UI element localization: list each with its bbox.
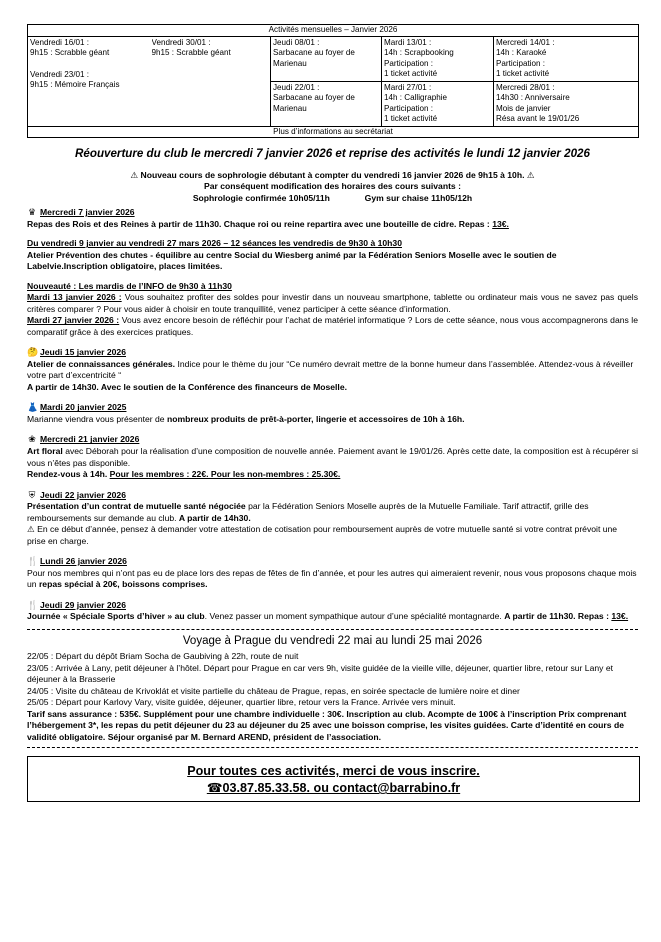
contact-line xyxy=(28,780,639,797)
event-title: Jeudi 22 janvier 2026 xyxy=(40,489,126,500)
flower-icon: ❀ xyxy=(28,434,36,445)
event-title: Nouveauté : Les mardis de l’INFO de 9h30 à 11h30 xyxy=(27,280,232,291)
event-text: Marianne viendra vous présenter de xyxy=(27,413,167,424)
event-title: Lundi 26 janvier 2026 xyxy=(40,556,127,567)
event-jeudi-15 xyxy=(27,346,638,393)
event-text-2: Indice pour le thème du jour “Ce numéro devrait mettre de la bonne humeur dans l’assemblée. Attendez-vous à réveiller votre part d’excentricité “ xyxy=(27,358,634,381)
reouverture-headline: Réouverture du club le mercredi 7 janvier 2026 et reprise des activités le lundi 12 janvier 2026 xyxy=(75,147,590,161)
sophro-line-1: Nouveau cours de sophrologie débutant à compter du vendredi 16 janvier 2026 de 9h15 à 10h. xyxy=(140,169,525,180)
event-mardi-20 xyxy=(27,401,638,425)
event-text-2: par la Fédération Seniors Moselle auprès de la Mutuelle Familiale. Tarif attractif, grille des remboursements sur demande au club. xyxy=(27,501,589,523)
event-text-3: A partir de 11h30. Repas : xyxy=(504,611,612,622)
calendar-cell-jeudi-22: Jeudi 22/01 : Sarbacane au foyer de Marienau xyxy=(271,81,382,126)
sophrologie-notice xyxy=(27,170,638,182)
event-text: Présentation d’un contrat de mutuelle santé négociée xyxy=(27,501,246,512)
cutlery-icon: 🍴 xyxy=(27,599,39,610)
event-price: 13€. xyxy=(492,218,509,229)
event-title: Mardi 20 janvier 2025 xyxy=(40,402,127,413)
event-title: Jeudi 29 janvier 2026 xyxy=(40,599,126,610)
sophro-confirmee: Sophrologie confirmée 10h05/11h xyxy=(192,192,330,203)
voyage-line: 25/05 : Départ pour Karlovy Vary, visite guidée, déjeuner, quartier libre, retour vers la France. Arrivée vers minuit. xyxy=(27,697,456,708)
monthly-calendar xyxy=(27,24,639,138)
event-text: Atelier de connaissances générales. xyxy=(27,358,176,369)
event-price: 13€. xyxy=(611,611,629,622)
calendar-title: Activités mensuelles – Janvier 2026 xyxy=(28,25,639,37)
event-mercredi-7 xyxy=(27,206,638,230)
warning-icon: ⚠ xyxy=(130,169,139,180)
event-title: Jeudi 15 janvier 2026 xyxy=(40,347,126,358)
calendar-cell-mardi-13: Mardi 13/01 : 14h : Scrapbooking Participation : 1 ticket activité xyxy=(382,36,494,81)
event-text-2: nombreux produits de prêt-à-porter, lingerie et accessoires de 10h à 16h. xyxy=(166,413,465,424)
event-jeudi-29 xyxy=(27,599,638,623)
gym-chaise: Gym sur chaise 11h05/12h xyxy=(364,192,473,203)
event-text: Repas des Rois et des Reines à partir de 11h30. Chaque roi ou reine repartira avec une bouteille de cidre. Repas : xyxy=(27,218,493,229)
signup-box xyxy=(27,756,640,802)
event-title: Mercredi 7 janvier 2026 xyxy=(40,207,135,218)
calendar-footer: Plus d’informations au secrétariat xyxy=(28,126,639,138)
signup-text: Pour toutes ces activités, merci de vous inscrire. xyxy=(187,764,480,779)
voyage-section xyxy=(27,634,638,744)
event-text: Journée « Spéciale Sports d’hiver » au club xyxy=(27,611,205,622)
sophro-line-2: Par conséquent modification des horaires des cours suivants : xyxy=(204,181,461,192)
calendar-cell-mercredi-14: Mercredi 14/01 : 14h : Karaoké Participation : 1 ticket activité xyxy=(494,36,639,81)
cutlery-icon: 🍴 xyxy=(27,556,39,567)
calendar-cell-mardi-27: Mardi 27/01 : 14h : Calligraphie Participation : 1 ticket activité xyxy=(382,81,494,126)
event-date: Mardi 13 janvier 2026 : xyxy=(27,292,122,303)
shield-icon: ⛨ xyxy=(28,489,36,500)
event-text-2: Inscription obligatoire, places limitées. xyxy=(63,261,223,272)
event-text-3: A partir de 14h30. Avec le soutien de la Conférence des financeurs de Moselle. xyxy=(27,381,347,392)
event-text-2: repas spécial à 20€, boissons comprises. xyxy=(38,579,208,590)
event-text-4: En ce début d’année, pensez à demander votre attestation de cotisation pour remboursement auprès de votre mutuelle santé si votre contrat prévoit une prise en charge. xyxy=(27,524,618,546)
event-price: Pour les membres : 22€. Pour les non-membres : 25.30€. xyxy=(109,469,341,480)
thinking-face-icon: 🤔 xyxy=(27,347,39,358)
event-text: Vous avez encore besoin de réfléchir pour l’achat de matériel informatique ? Lors de cette séance, nous vous accompagnerons dans le comparatif grâce à des exercices pratiques. xyxy=(27,315,638,337)
dress-icon: 👗 xyxy=(27,402,39,413)
event-text-3: Rendez-vous à 14h. xyxy=(27,469,110,480)
voyage-line: 24/05 : Visite du château de Krivoklát et visite partielle du château de Prague, repas, en soirée spectacle de lumière noire et diner xyxy=(27,685,520,696)
voyage-tarif: Tarif sans assurance : 535€. Supplément pour une chambre individuelle : 30€. Inscription au club. Acompte de 100€ à l’inscription Prix comprenant l’hébergement 3*, les repas du petit déjeuner du 23 au déjeuner du 25 avec une boisson comprise, les visites guidées. Carte d’identité en cours de validité obligatoire. Séjour organisé par M. Bernard AREND, président de l’association. xyxy=(27,708,627,742)
event-text: Atelier Prévention des chutes - équilibre au centre Social du Wiesberg animé par la Fédération Seniors Moselle avec le soutien de Labelvie. xyxy=(27,249,557,272)
event-text-2: avec Déborah pour la réalisation d’une composition de nouvelle année. Paiement avant le 19/01/26. Après cette date, la composition est à récupérer si vous n’êtes pas disponible. xyxy=(27,446,638,468)
event-text-2: . Venez passer un moment sympathique autour d’une spécialité montagnarde. xyxy=(204,611,505,622)
event-title: Mercredi 21 janvier 2026 xyxy=(40,434,140,445)
event-mercredi-21 xyxy=(27,433,638,480)
voyage-line: 22/05 : Départ du dépôt Briam Socha de Gaubiving à 22h, route de nuit xyxy=(27,651,299,662)
event-jeudi-22 xyxy=(27,489,638,548)
divider xyxy=(27,747,638,748)
phone-icon: ☎ xyxy=(206,781,223,796)
event-text: Art floral xyxy=(27,446,63,456)
calendar-cell-mercredi-28: Mercredi 28/01 : 14h30 : Anniversaire Mois de janvier Résa avant le 19/01/26 xyxy=(494,81,639,126)
event-text-3: A partir de 14h30. xyxy=(178,512,251,523)
voyage-title: Voyage à Prague du vendredi 22 mai au lundi 25 mai 2026 xyxy=(182,634,483,647)
event-text: Vous souhaitez profiter des soldes pour investir dans un nouveau smartphone, tablette ou ordinateur mais vous ne savez pas quels critères comparer ? Pour vous aider à choisir en toute tranquillité, venez participer à cette séance d’information. xyxy=(27,292,639,314)
event-lundi-26 xyxy=(27,555,638,591)
calendar-cell-fridays: Vendredi 16/01 : 9h15 : Scrabble géant Vendredi 23/01 : 9h15 : Mémoire Français xyxy=(28,36,150,126)
warning-icon: ⚠ xyxy=(27,524,35,535)
sophro-line-3 xyxy=(27,193,638,205)
newsletter-page xyxy=(27,24,638,802)
calendar-cell-jeudi-08: Jeudi 08/01 : Sarbacane au foyer de Marienau xyxy=(271,36,382,81)
warning-icon: ⚠ xyxy=(526,169,535,180)
divider xyxy=(27,629,638,630)
event-text: Pour nos membres qui n’ont pas eu de place lors des repas de fêtes de fin d’année, et pour les autres qui aimeraient revenir, nous vous proposons chaque mois un xyxy=(27,567,637,590)
event-date: Mardi 27 janvier 2026 : xyxy=(27,315,120,326)
event-mardis-info xyxy=(27,281,638,339)
event-title: Du vendredi 9 janvier au vendredi 27 mars 2026 – 12 séances les vendredis de 9h30 à 10h30 xyxy=(27,238,402,249)
voyage-line: 23/05 : Arrivée à Lany, petit déjeuner à l’hôtel. Départ pour Prague en car vers 9h, visite guidée de la vieille ville, déjeuner, quartier libre, retour sur Lany et déjeuner à la Brasserie xyxy=(27,662,613,685)
calendar-cell-friday-30: Vendredi 30/01 : 9h15 : Scrabble géant xyxy=(150,36,271,126)
event-prevention-chutes xyxy=(27,238,638,273)
crown-icon: ♛ xyxy=(27,207,37,218)
contact-info[interactable]: 03.87.85.33.58. ou contact@barrabino.fr xyxy=(222,781,461,796)
